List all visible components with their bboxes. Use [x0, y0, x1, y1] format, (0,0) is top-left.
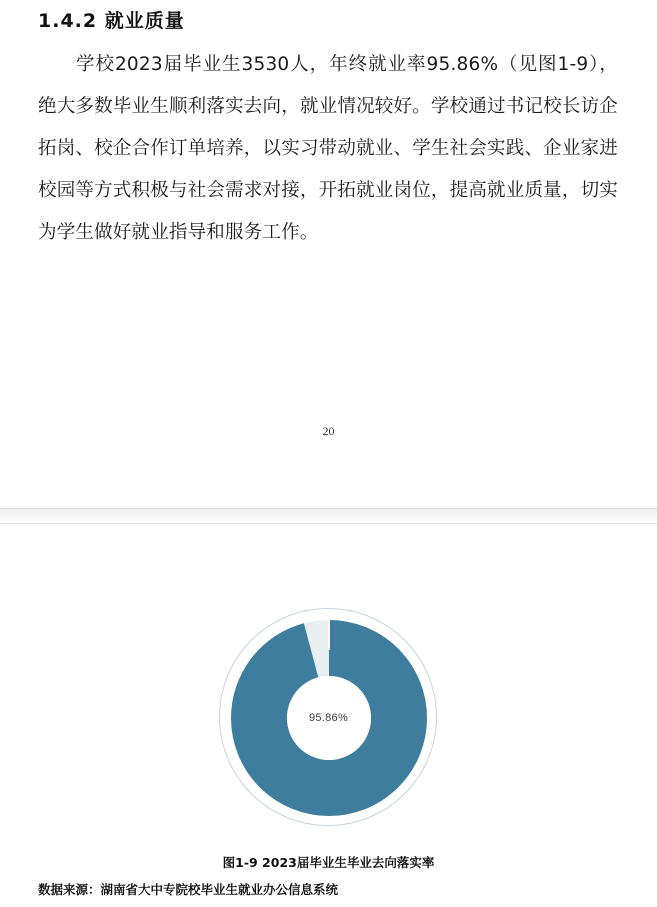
page-two-content: [0, 528, 657, 907]
section-heading: 1.4.2 就业质量: [38, 10, 185, 32]
page-separator-shadow: [0, 509, 657, 523]
body-paragraph: 学校2023届毕业生3530人，年终就业率95.86%（见图1-9），绝大多数毕业生顺利落实去向，就业情况较好。学校通过书记校长访企拓岗、校企合作订单培养，以实习带动就业、学生社会实践、企业家进校园等方式积极与社会需求对接，开拓就业岗位，提高就业质量，切实为学生做好就业指导和服务工作。: [38, 54, 618, 243]
donut-center-value: 95.86%: [308, 712, 349, 724]
page-separator-line-bottom: [0, 523, 657, 524]
page-number: 20: [322, 424, 335, 438]
figure-caption: 图1-9 2023届毕业生毕业去向落实率: [222, 855, 435, 870]
donut-chart-graphic: [219, 608, 439, 828]
donut-chart: [0, 608, 657, 828]
figure-source-note: 数据来源：湖南省大中专院校毕业生就业办公信息系统: [38, 882, 339, 897]
